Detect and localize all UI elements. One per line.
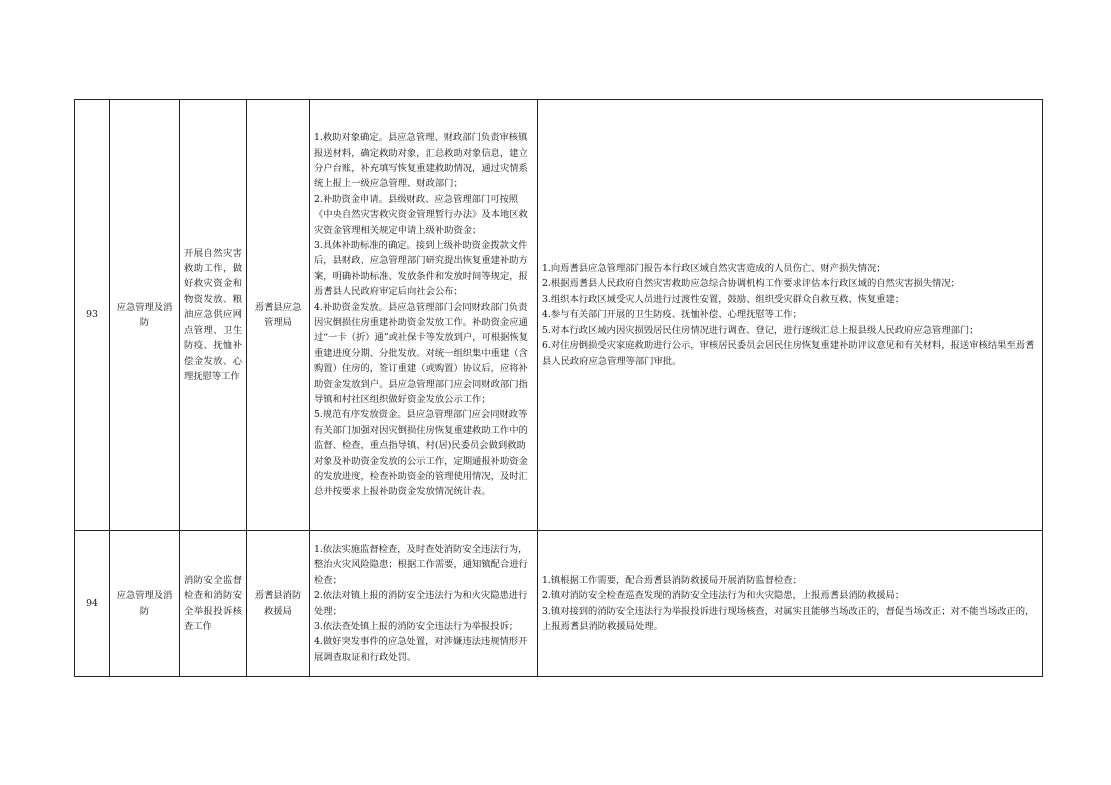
town-duty-line: 4.参与有关部门开展的卫生防疫、抚恤补偿、心理抚慰等工作； xyxy=(542,309,802,321)
item-cell: 消防安全监督检查和消防安全举报投诉核查工作 xyxy=(180,531,247,677)
town-duty-line: 2.镇对消防安全检查巡查发现的消防安全违法行为和火灾隐患，上报焉耆县消防救援局； xyxy=(542,590,905,602)
town-duty-line: 5.对本行政区域内因灾损毁居民住房情况进行调查、登记，进行逐级汇总上报县级人民政府应急管理部门； xyxy=(542,324,979,336)
town-duty-line: 1.镇根据工作需要，配合焉耆县消防救援局开展消防监督检查； xyxy=(542,574,802,586)
table-row xyxy=(75,100,1043,531)
county-duty-line: 2.依法对镇上报的消防安全违法行为和火灾隐患进行处理； xyxy=(314,590,528,617)
row-number: 93 xyxy=(75,100,110,531)
county-duties-cell xyxy=(310,531,538,677)
town-duty-line: 1.向焉耆县应急管理部门报告本行政区域自然灾害造成的人员伤亡、财产损失情况； xyxy=(542,263,886,275)
county-duty-line: 4.补助资金发放。县应急管理部门会同财政部门负责因灾倒损住房重建补助资金发放工作。补助资金应通过“一卡（折）通”或社保卡等发放到户，可根据恢复重建进度分期、分批发放。对统一组织集中重建（含购置）住房的，签订重建（或购置）协议后，应将补助资金发放到户。县应急管理部门应会同财政部门指导镇和村社区组织做好资金发放公示工作； xyxy=(314,301,529,406)
category-cell: 应急管理及消防 xyxy=(110,100,180,531)
department-cell: 焉耆县应急管理局 xyxy=(247,100,310,531)
town-duties-cell xyxy=(538,531,1043,677)
table-row xyxy=(75,531,1043,677)
department-cell: 焉耆县消防救援局 xyxy=(247,531,310,677)
duty-list-table xyxy=(74,99,1043,677)
town-duty-line: 2.根据焉耆县人民政府自然灾害救助应急综合协调机构工作要求评估本行政区域的自然灾害损失情况； xyxy=(542,278,960,290)
county-duty-line: 1.依法实施监督检查，及时查处消防安全违法行为，整治火灾风险隐患；根据工作需要，通知镇配合进行检查； xyxy=(314,543,528,586)
item-cell: 开展自然灾害救助工作，做好救灾资金和物资发放、粮油应急供应网点管理、卫生防疫、抚恤补偿金发放、心理抚慰等工作 xyxy=(180,100,247,531)
town-duties-cell xyxy=(538,100,1043,531)
town-duty-line: 3.镇对接到的消防安全违法行为举报投诉进行现场核查，对属实且能够当场改正的，督促当场改正；对不能当场改正的，上报焉耆县消防救援局处理。 xyxy=(542,605,1035,632)
county-duty-line: 3.具体补助标准的确定。接到上级补助资金拨款文件后，县财政、应急管理部门研究提出恢复重建补助方案，明确补助标准、发放条件和发放时间等规定，报焉耆县人民政府审定后向社会公布； xyxy=(314,239,528,298)
county-duty-line: 2.补助资金申请。县级财政、应急管理部门可按照《中央自然灾害救灾资金管理暂行办法》及本地区救灾资金管理相关规定申请上级补助资金； xyxy=(314,193,528,236)
county-duties-cell xyxy=(310,100,538,531)
town-duty-line: 6.对住房倒损受灾家庭救助进行公示，审核居民委员会居民住房恢复重建补助评议意见和有关材料，报送审核结果至焉耆县人民政府应急管理等部门审批。 xyxy=(542,340,1035,367)
town-duty-line: 3.组织本行政区域受灾人员进行过渡性安置，鼓励、组织受灾群众自救互救、恢复重建； xyxy=(542,293,905,305)
county-duty-line: 5.规范有序发放资金。县应急管理部门应会同财政等有关部门加强对因灾倒损住房恢复重建救助工作中的监督、检查，重点指导镇、村(居)民委员会做到救助对象及补助资金发放的公示工作，定期通报补助资金的发放进度，检查补助资金的管理使用情况，及时汇总并按要求上报补助资金发放情况统计表。 xyxy=(314,409,528,498)
category-cell: 应急管理及消防 xyxy=(110,531,180,677)
row-number: 94 xyxy=(75,531,110,677)
county-duty-line: 1.救助对象确定。县应急管理、财政部门负责审核镇报送材料，确定救助对象，汇总救助对象信息，建立分户台账，补充填写恢复重建救助情况，通过灾情系统上报上一级应急管理、财政部门； xyxy=(314,132,528,190)
county-duty-line: 4.做好突发事件的应急处置，对涉嫌违法违规情形开展调查取证和行政处罚。 xyxy=(314,636,528,663)
county-duty-line: 3.依法查处镇上报的消防安全违法行为举报投诉； xyxy=(314,620,519,632)
